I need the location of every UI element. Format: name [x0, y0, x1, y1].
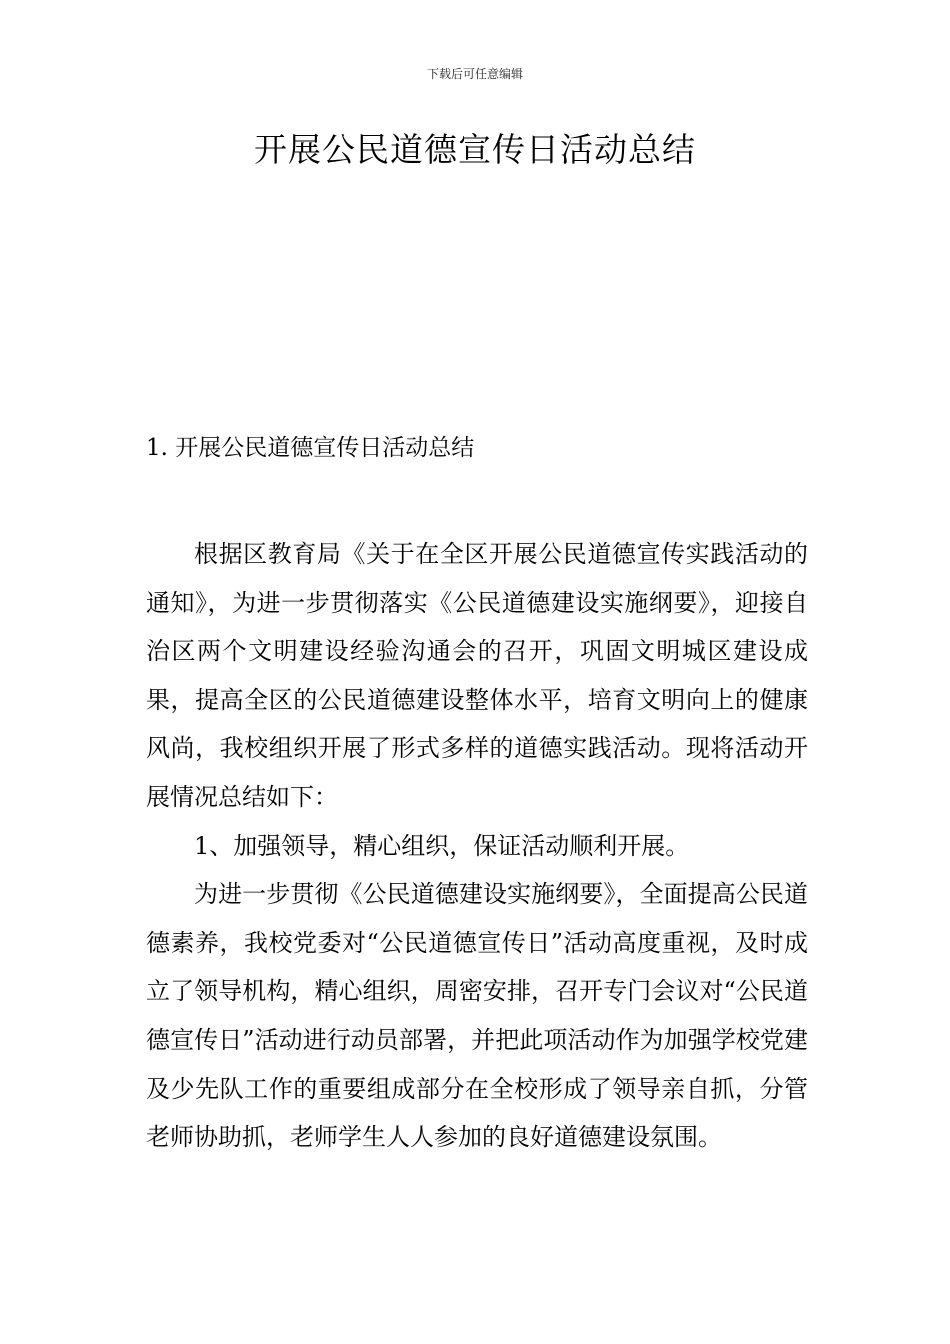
- document-body: [146, 530, 808, 1162]
- section-heading: 1. 开展公民道德宣传日活动总结: [146, 435, 475, 461]
- body-paragraph-subheading: 1、加强领导，精心组织，保证活动顺利开展。: [194, 831, 690, 860]
- body-paragraph-intro: 根据区教育局《关于在全区开展公民道德宣传实践活动的通知》，为进一步贯彻落实《公民道德建设实施纲要》，迎接自治区两个文明建设经验沟通会的召开，巩固文明城区建设成果，提高全区的公民道德建设整体水平，培育文明向上的健康风尚，我校组织开展了形式多样的道德实践活动。现将活动开展情况总结如下：: [146, 540, 808, 811]
- document-title: 开展公民道德宣传日活动总结: [254, 130, 696, 169]
- page-header-note: 下载后可任意编辑: [426, 67, 523, 81]
- body-paragraph-details: 为进一步贯彻《公民道德建设实施纲要》，全面提高公民道德素养，我校党委对“公民道德宣传日”活动高度重视，及时成立了领导机构，精心组织，周密安排，召开专门会议对“公民道德宣传日”活动进行动员部署，并把此项活动作为加强学校党建及少先队工作的重要组成部分在全校形成了领导亲自抓，分管老师协助抓，老师学生人人参加的良好道德建设氛围。: [146, 880, 808, 1152]
